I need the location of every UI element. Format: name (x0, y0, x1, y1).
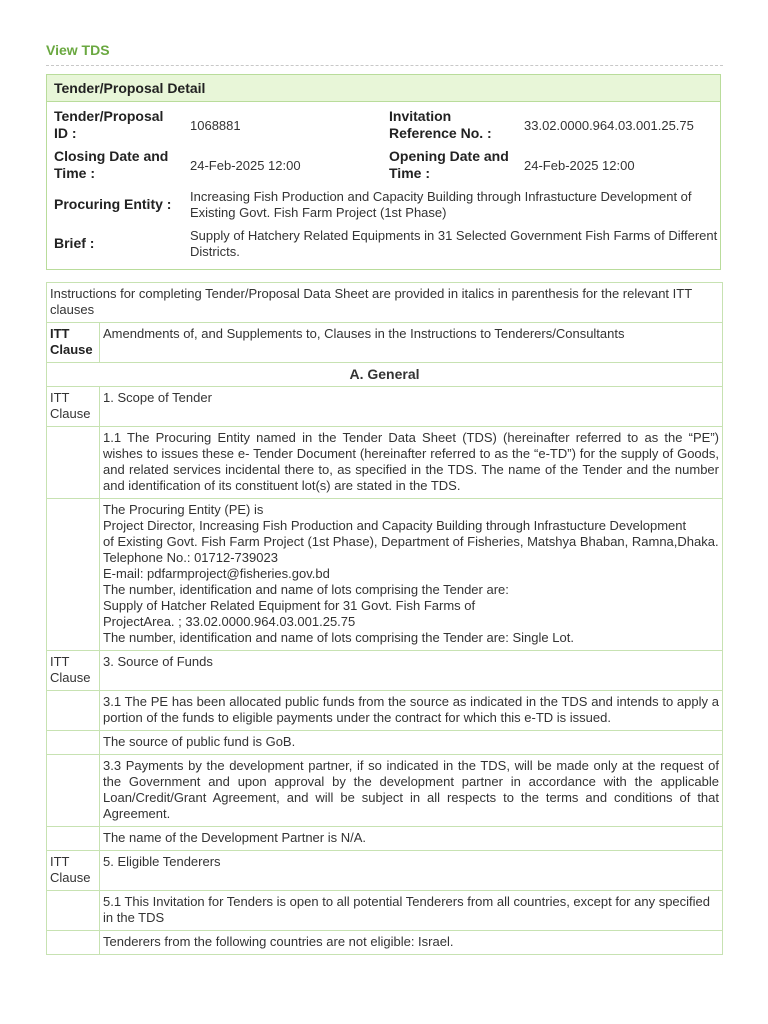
tender-id-label: Tender/Proposal ID : (54, 108, 164, 141)
scope-title: 1. Scope of Tender (100, 387, 723, 427)
brief-value: Supply of Hatchery Related Equipments in 31 Selected Government Fish Farms of Different Districts. (190, 228, 718, 259)
pe-line: The number, identification and name of lots comprising the Tender are: (103, 582, 509, 597)
procuring-entity-value: Increasing Fish Production and Capacity Building through Infrastucture Development of Existing Govt. Fish Farm Project (1st Phase) (190, 189, 692, 220)
tender-detail-panel (46, 74, 721, 270)
tender-detail-heading: Tender/Proposal Detail (47, 75, 720, 102)
table-row (47, 427, 723, 499)
payments-text: 3.3 Payments by the development partner, if so indicated in the TDS, will be made only at the request of the Government and upon approval by the development partner in accordance with the applicable Loan/Credit/Grant Agreement, and will be subject in all respects to the terms and conditions of that Agreement. (100, 755, 723, 827)
title-divider (46, 65, 723, 66)
itt-clause-label: ITT Clause (47, 651, 100, 691)
closing-date-label: Closing Date and Time : (54, 148, 169, 181)
tds-table (46, 282, 723, 955)
table-row (47, 499, 723, 651)
instructions-cell: Instructions for completing Tender/Proposal Data Sheet are provided in italics in parenthesis for the relevant ITT clauses (47, 283, 723, 323)
pe-line: Supply of Hatcher Related Equipment for 31 Govt. Fish Farms of (103, 598, 476, 613)
table-row (47, 283, 723, 323)
table-row (47, 827, 723, 851)
pe-line: Project Director, Increasing Fish Production and Capacity Building through Infrastucture Development (103, 518, 687, 533)
table-row (47, 363, 723, 387)
table-row (47, 891, 723, 931)
pe-line: of Existing Govt. Fish Farm Project (1st Phase), Department of Fisheries, Matshya Bhaban, Ramna,Dhaka. (103, 534, 719, 549)
funds-title: 3. Source of Funds (100, 651, 723, 691)
page-title: View TDS (46, 42, 110, 58)
pe-line: The Procuring Entity (PE) is (103, 502, 264, 517)
opening-date-value: 24-Feb-2025 12:00 (524, 158, 635, 173)
development-partner: The name of the Development Partner is N/A. (100, 827, 723, 851)
pe-line: Telephone No.: 01712-739023 (103, 550, 278, 565)
invitation-ref-value: 33.02.0000.964.03.001.25.75 (524, 118, 694, 133)
table-row (47, 755, 723, 827)
table-row (47, 931, 723, 955)
itt-clause-label: ITT Clause (47, 387, 100, 427)
pe-line: ProjectArea. ; 33.02.0000.964.03.001.25.75 (103, 614, 356, 629)
eligible-title: 5. Eligible Tenderers (100, 851, 723, 891)
scope-text: 1.1 The Procuring Entity named in the Tender Data Sheet (TDS) (hereinafter referred to as the “PE”) wishes to issues these e- Tender Document (hereinafter referred to as the “e-TD”) for the supply of Goods, and related services incidental there to, as specified in the TDS. The name of the Tender and the number and identification of its constituent lot(s) are stated in the TDS. (100, 427, 723, 499)
amendments-header: Amendments of, and Supplements to, Clauses in the Instructions to Tenderers/Consultants (100, 323, 723, 363)
procuring-entity-label: Procuring Entity : (54, 196, 172, 212)
table-row (47, 731, 723, 755)
itt-clause-header: ITT Clause (47, 323, 100, 363)
section-general-heading: A. General (47, 363, 723, 387)
tender-id-value: 1068881 (190, 118, 241, 133)
pe-email: E-mail: pdfarmproject@fisheries.gov.bd (103, 566, 330, 581)
pe-line: The number, identification and name of lots comprising the Tender are: Single Lot. (103, 630, 574, 645)
funds-source: The source of public fund is GoB. (100, 731, 723, 755)
closing-date-value: 24-Feb-2025 12:00 (190, 158, 301, 173)
opening-date-label: Opening Date and Time : (389, 148, 509, 181)
procuring-entity-details (100, 499, 723, 651)
table-row (47, 691, 723, 731)
funds-text: 3.1 The PE has been allocated public funds from the source as indicated in the TDS and intends to apply a portion of the funds to eligible payments under the contract for which this e-TD is issued. (100, 691, 723, 731)
itt-clause-label: ITT Clause (47, 851, 100, 891)
table-row (47, 323, 723, 363)
table-row (47, 851, 723, 891)
table-row (47, 651, 723, 691)
eligible-text: 5.1 This Invitation for Tenders is open to all potential Tenderers from all countries, except for any specified in the TDS (100, 891, 723, 931)
brief-label: Brief : (54, 235, 95, 251)
not-eligible-text: Tenderers from the following countries are not eligible: Israel. (100, 931, 723, 955)
invitation-ref-label: Invitation Reference No. : (389, 108, 492, 141)
table-row (47, 387, 723, 427)
